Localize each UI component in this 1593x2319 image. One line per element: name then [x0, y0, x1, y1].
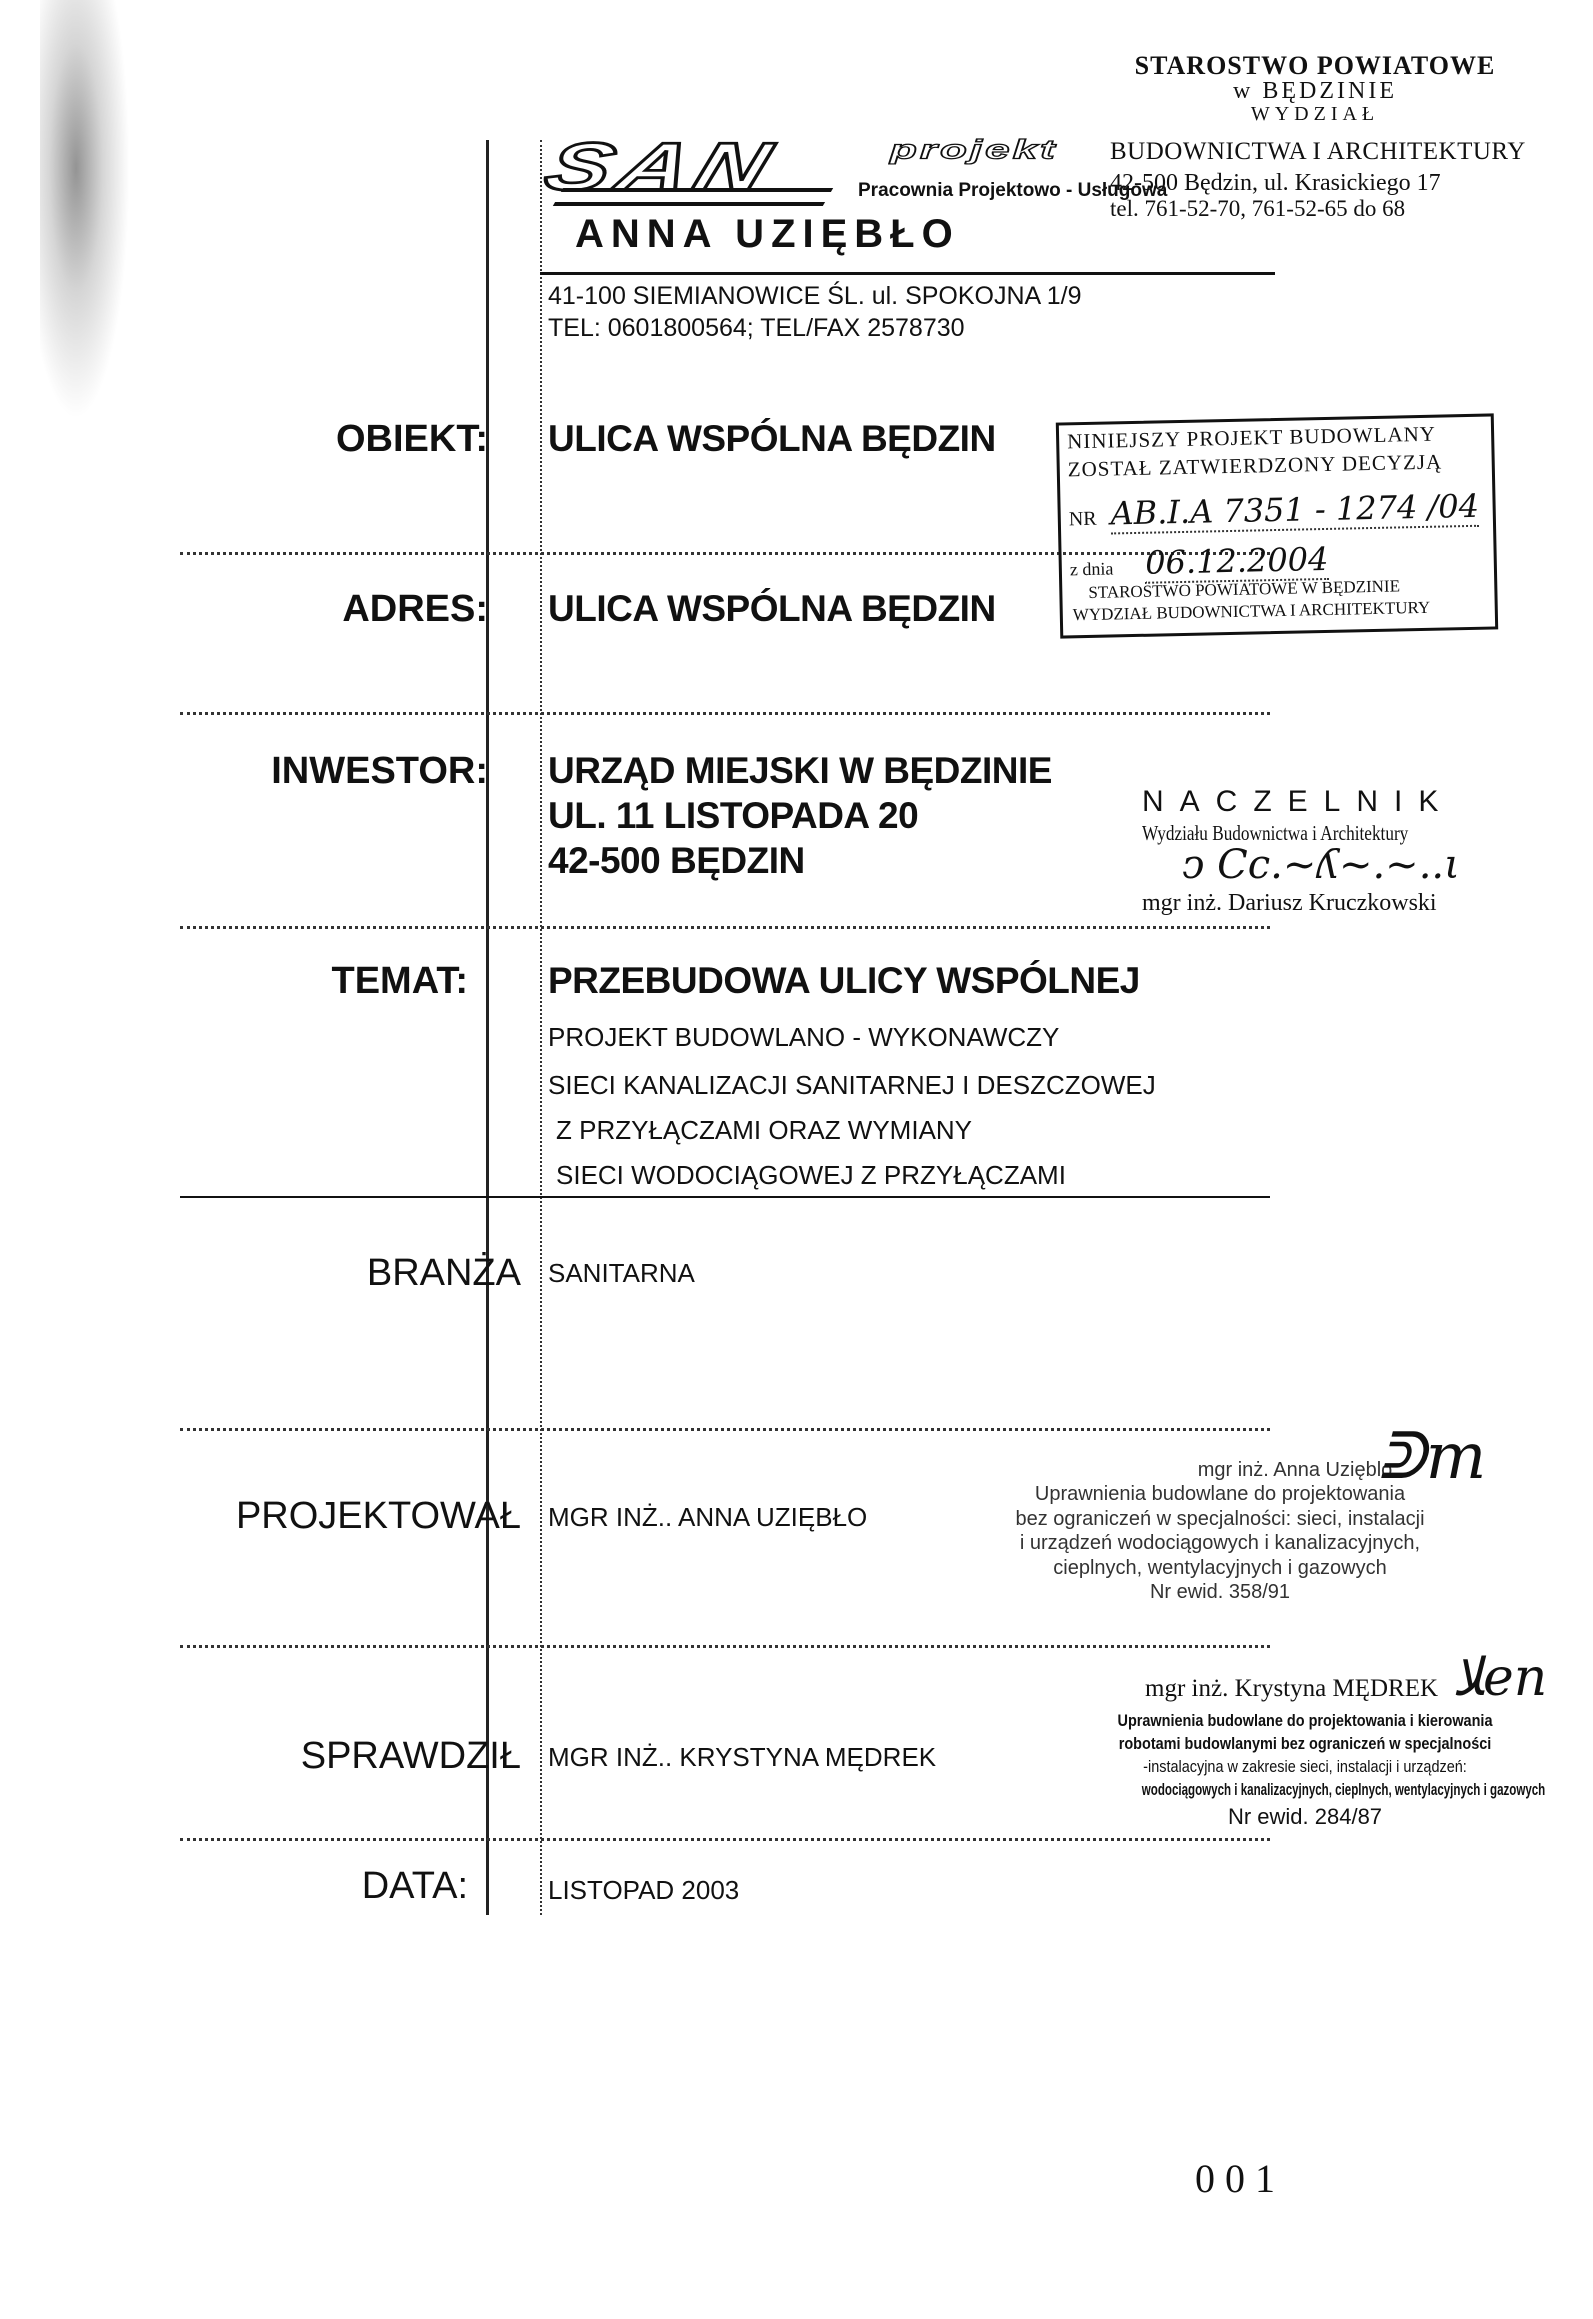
temat-line4: SIECI WODOCIĄGOWEJ Z PRZYŁĄCZAMI: [556, 1160, 1066, 1190]
naczelnik-title: NACZELNIK: [1142, 785, 1455, 818]
approval-stamp: [1056, 413, 1498, 638]
company-address: 41-100 SIEMIANOWICE ŚL. ul. SPOKOJNA 1/9: [548, 282, 1082, 310]
starostwo-header: [1090, 52, 1540, 125]
designer-stamp-name: mgr inż. Anna Uzięblo: [1197, 1459, 1393, 1481]
divider-branza: [180, 1428, 1270, 1431]
sprawdzil-label: SPRAWDZIŁ: [300, 1735, 521, 1777]
designer-stamp-line2: bez ograniczeń w specjalności: sieci, instalacji: [1015, 1507, 1425, 1530]
divider-inwestor: [180, 926, 1270, 929]
checker-stamp-line2: robotami budowlanymi bez ograniczeń w specjalności: [1118, 1733, 1492, 1753]
company-phone: TEL: 0601800564; TEL/FAX 2578730: [548, 314, 965, 342]
temat-line3: Z PRZYŁĄCZAMI ORAZ WYMIANY: [556, 1115, 973, 1145]
approval-stamp-line2: ZOSTAŁ ZATWIERDZONY DECYZJĄ: [1067, 449, 1443, 482]
starostwo-line1: STAROSTWO POWIATOWE: [1134, 51, 1496, 80]
naczelnik-signature: ↄ Cc.~ʎ~.~..ι: [1182, 842, 1460, 888]
approval-stamp-line1: NINIEJSZY PROJEKT BUDOWLANY: [1066, 421, 1437, 454]
approval-stamp-date-row: [1069, 540, 1328, 583]
adres-label: ADRES:: [342, 588, 488, 630]
starostwo-line3: WYDZIAŁ: [1250, 103, 1380, 126]
checker-stamp-line4: wodociągowych i kanalizacyjnych, cieplnych, wentylacyjnych i gazowych: [1141, 1779, 1546, 1799]
approval-stamp-nr-value: AB.I.A 7351 - 1274 /04: [1110, 486, 1480, 533]
data-label: DATA:: [361, 1865, 468, 1907]
designer-stamp-line5: Nr ewid. 358/91: [1149, 1580, 1291, 1603]
approval-stamp-line4: WYDZIAŁ BUDOWNICTWA I ARCHITEKTURY: [1072, 597, 1431, 625]
checker-stamp-line3: -instalacyjna w zakresie sieci, instalacji i urządzeń:: [1143, 1756, 1467, 1776]
checker-stamp: [1065, 1710, 1545, 1831]
company-tagline: Pracownia Projektowo - Usługowa: [858, 180, 1168, 201]
projektowal-value: MGR INŻ.. ANNA UZIĘBŁO: [548, 1502, 868, 1532]
starostwo-line2: w BĘDZINIE: [1233, 78, 1397, 105]
adres-value: ULICA WSPÓLNA BĘDZIN: [548, 588, 996, 629]
checker-stamp-line1: Uprawnienia budowlane do projektowania i kierowania: [1117, 1711, 1493, 1730]
company-name: ANNA UZIĘBŁO: [575, 212, 960, 256]
starostwo-line6: tel. 761-52-70, 761-52-65 do 68: [1110, 196, 1406, 221]
divider-adres: [180, 712, 1270, 715]
inwestor-label: INWESTOR:: [271, 750, 488, 792]
inwestor-line2: UL. 11 LISTOPADA 20: [548, 795, 919, 836]
divider-projektowal: [180, 1645, 1270, 1648]
logo-underline: [540, 272, 1275, 275]
branza-value: SANITARNA: [548, 1258, 695, 1288]
temat-label: TEMAT:: [331, 960, 468, 1002]
naczelnik-stamp: [1142, 785, 1512, 917]
starostwo-line5: 42-500 Będzin, ul. Krasickiego 17: [1110, 170, 1441, 196]
approval-stamp-nr-label: NR: [1068, 507, 1097, 531]
designer-stamp-line3: i urządzeń wodociągowych i kanalizacyjnych,: [1019, 1532, 1421, 1555]
inwestor-line3: 42-500 BĘDZIN: [548, 840, 805, 881]
divider-temat: [180, 1196, 1270, 1198]
temat-line1: PROJEKT BUDOWLANO - WYKONAWCZY: [548, 1022, 1060, 1052]
approval-stamp-nr-row: [1068, 487, 1479, 534]
designer-signature: ᕲm: [1378, 1420, 1487, 1494]
starostwo-line4: BUDOWNICTWA I ARCHITEKTURY: [1110, 138, 1526, 165]
checker-stamp-line5: Nr ewid. 284/87: [1227, 1803, 1383, 1829]
obiekt-value: ULICA WSPÓLNA BĘDZIN: [548, 418, 996, 459]
designer-stamp-line4: cieplnych, wentylacyjnych i gazowych: [1053, 1556, 1387, 1579]
branza-label: BRANŻA: [366, 1252, 521, 1294]
obiekt-label: OBIEKT:: [336, 418, 488, 460]
approval-stamp-date-value: 06.12.2004: [1144, 539, 1329, 582]
scan-edge-noise: [40, 0, 130, 420]
projektowal-label: PROJEKTOWAŁ: [235, 1495, 521, 1537]
naczelnik-line1: Wydziału Budownictwa i Architektury: [1142, 821, 1409, 845]
inwestor-line1: URZĄD MIEJSKI W BĘDZINIE: [548, 750, 1052, 791]
temat-title: PRZEBUDOWA ULICY WSPÓLNEJ: [548, 960, 1140, 1001]
divider-sprawdzil: [180, 1838, 1270, 1841]
logo-sub-text: projekt: [890, 135, 1058, 165]
sprawdzil-value: MGR INŻ.. KRYSTYNA MĘDREK: [548, 1742, 937, 1772]
left-vertical-line: [486, 140, 489, 1915]
designer-stamp-line1: Uprawnienia budowlane do projektowania: [1034, 1483, 1406, 1506]
data-value: LISTOPAD 2003: [548, 1875, 740, 1905]
logo-swoosh: [553, 188, 833, 206]
logo-main-text: SAN: [535, 129, 787, 205]
right-vertical-line: [540, 140, 542, 1915]
naczelnik-name: mgr inż. Dariusz Kruczkowski: [1142, 890, 1437, 916]
approval-stamp-line3: STAROSTWO POWIATOWE W BĘDZINIE: [1088, 576, 1401, 602]
checker-stamp-name: mgr inż. Krystyna MĘDREK: [1145, 1675, 1439, 1702]
checker-signature: ﻼen: [1452, 1648, 1548, 1708]
temat-line2: SIECI KANALIZACJI SANITARNEJ I DESZCZOWEJ: [548, 1070, 1156, 1100]
page-number: 001: [1195, 2156, 1285, 2201]
approval-stamp-date-label: z dnia: [1069, 558, 1114, 580]
